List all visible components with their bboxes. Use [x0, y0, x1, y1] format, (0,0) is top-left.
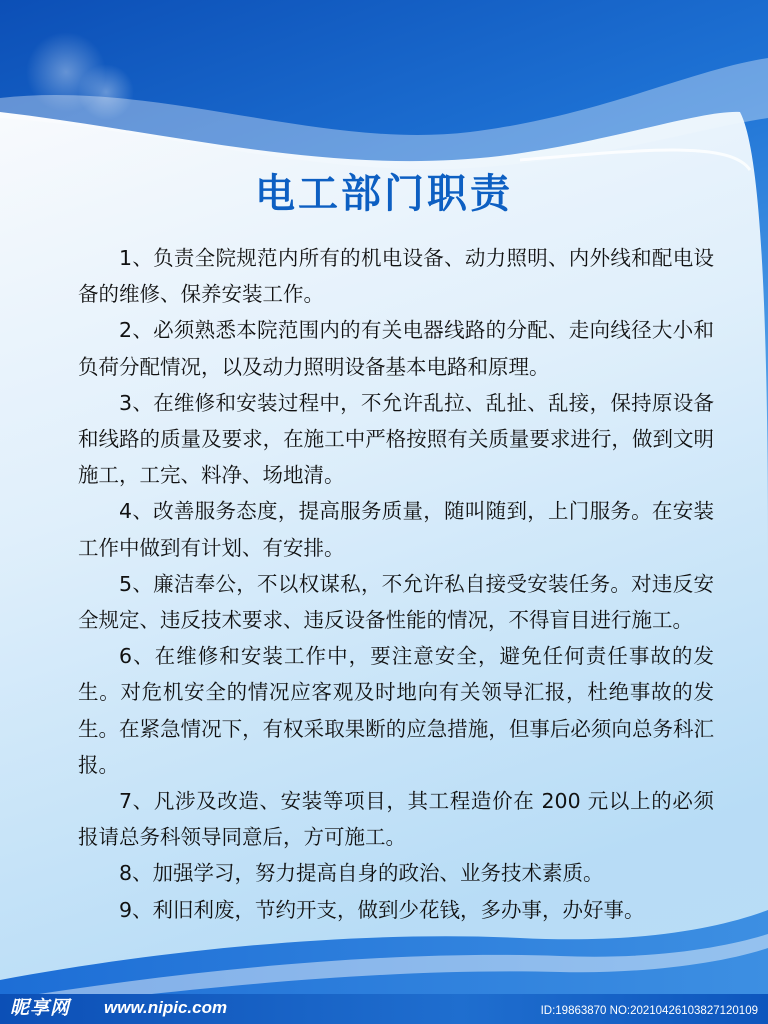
duty-item: 7、凡涉及改造、安装等项目，其工程造价在 200 元以上的必须报请总务科领导同意后，方可施工。: [78, 789, 714, 850]
duties-list: [78, 240, 714, 928]
duty-item: 9、利旧利废，节约开支，做到少花钱，多办事，办好事。: [119, 897, 645, 922]
watermark-logo: 昵享网: [10, 997, 71, 1019]
watermark-url: www.nipic.com: [104, 998, 228, 1017]
duty-item: 3、在维修和安装过程中，不允许乱拉、乱扯、乱接，保持原设备和线路的质量及要求，在施工中严格按照有关质量要求进行，做到文明施工，工完、料净、场地清。: [78, 390, 714, 488]
watermark-id: ID:19863870 NO:20210426103827120109: [540, 1005, 758, 1017]
duty-item: 6、在维修和安装工作中，要注意安全，避免任何责任事故的发生。对危机安全的情况应客观及时地向有关领导汇报，杜绝事故的发生。在紧急情况下，有权采取果断的应急措施，但事后必须向总务科汇报。: [78, 644, 714, 777]
duty-item: 1、负责全院规范内所有的机电设备、动力照明、内外线和配电设备的维修、保养安装工作。: [78, 246, 714, 307]
duty-item: 8、加强学习，努力提高自身的政治、业务技术素质。: [119, 861, 604, 886]
duty-item: 2、必须熟悉本院范围内的有关电器线路的分配、走向线径大小和负荷分配情况，以及动力照明设备基本电路和原理。: [78, 318, 714, 379]
duty-item: 5、廉洁奉公，不以权谋私，不允许私自接受安装任务。对违反安全规定、违反技术要求、违反设备性能的情况，不得盲目进行施工。: [78, 571, 714, 633]
page-title: 电工部门职责: [255, 171, 513, 217]
duty-item: 4、改善服务态度，提高服务质量，随叫随到，上门服务。在安装工作中做到有计划、有安排。: [78, 499, 714, 560]
